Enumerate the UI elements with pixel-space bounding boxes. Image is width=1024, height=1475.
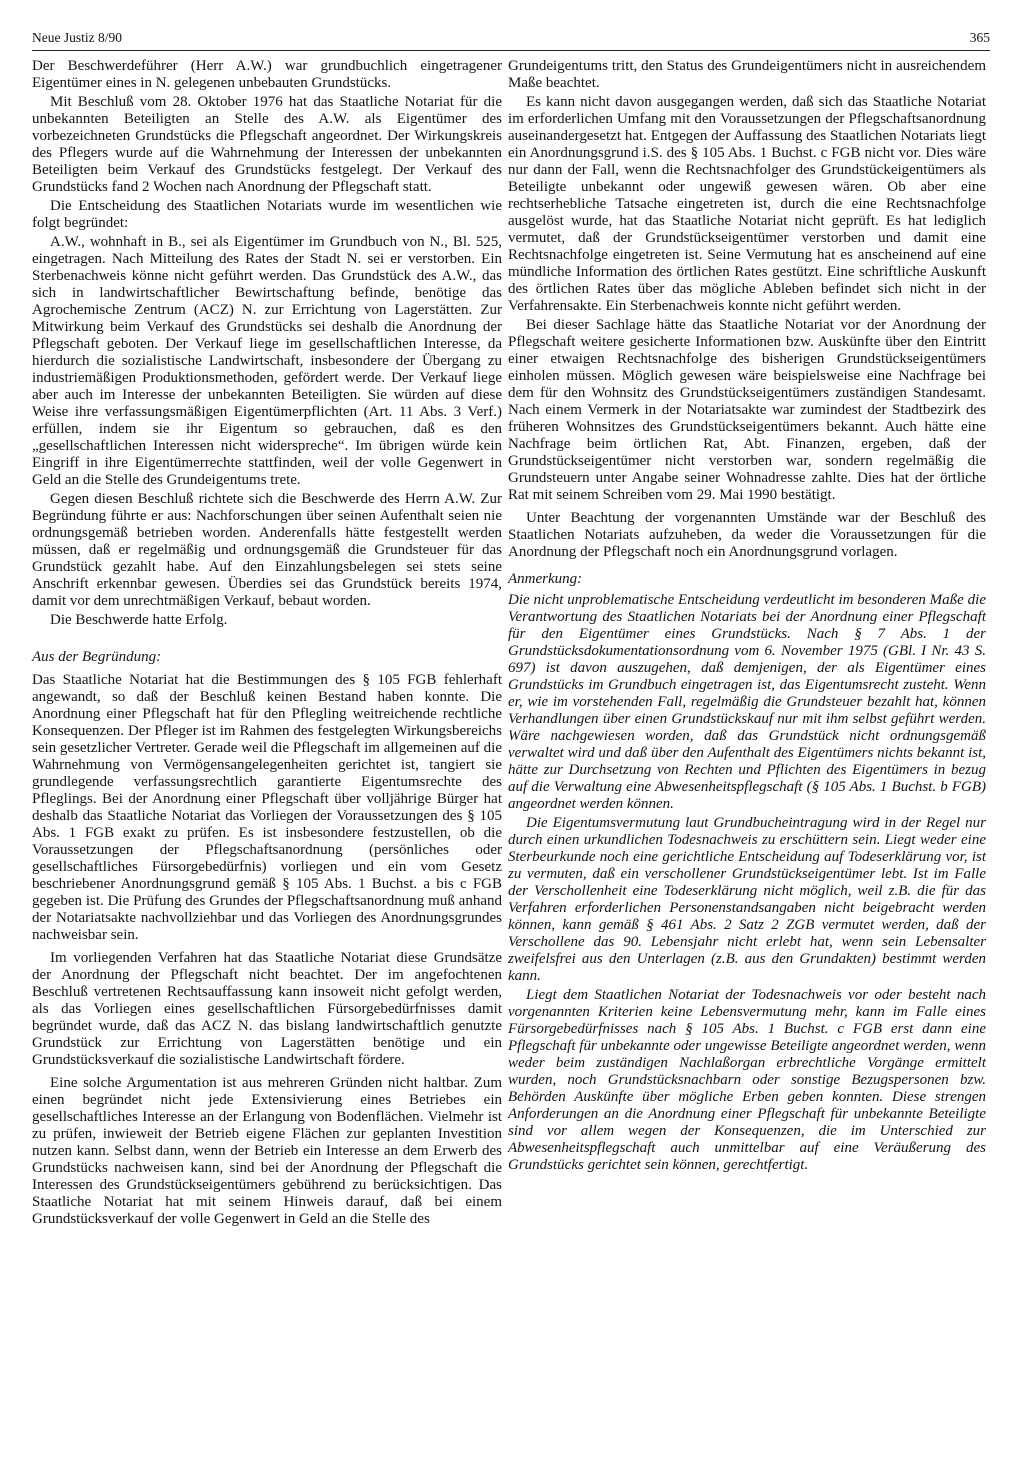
paragraph: Im vorliegenden Verfahren hat das Staatliche Notariat diese Grundsätze der Anordnung der Pflegschaft nicht beachtet. Der im angefochtenen Beschluß vertretenen Rechtsauffassung kann insoweit nicht gefolgt werden, als das Vorliegen eines gesellschaftlichen Fürsorgebedürfnisses damit begründet wurde, daß das ACZ N. das bislang landwirtschaftlich genutzte Grundstück zur Errichtung von Lagerstätten benötige und ein Grundstücksverkauf die sozialistische Landwirtschaft fördere.: [32, 950, 502, 1068]
paragraph: Das Staatliche Notariat hat die Bestimmungen des § 105 FGB fehlerhaft angewandt, so daß der Beschluß keinen Bestand haben konnte. Die Anordnung einer Pflegschaft hat für den Pflegling weitreichende rechtliche Konsequenzen. Der Pfleger ist im Rahmen des festgelegten Wirkungsbereichs sein gesetzlicher Vertreter. Gerade weil die Pflegschaft im allgemeinen auf die Wahrnehmung von Vermögensangelegenheiten gerichtet ist, tangiert sie grundlegende verfassungsrechtlich garantierte Eigentumsrechte des Pfleglings. Bei der Anordnung einer Pflegschaft über volljährige Bürger hat deshalb das Staatliche Notariat das Vorliegen der Voraussetzungen des § 105 Abs. 1 FGB exakt zu prüfen. Es ist insbesondere festzustellen, ob die Voraussetzungen der Pflegschaftsanordnung (persönliches oder gesellschaftliches Fürsorgebedürfnis) vorliegen und ein vom Gesetz beschriebener Anordnungsgrund gemäß § 105 Abs. 1 Buchst. a bis c FGB gegeben ist. Die Prüfung des Grundes der Pflegschaftsanordnung muß anhand der Notariatsakte nachvollziehbar und das Vorliegen des Anordnungsgrundes nachweisbar sein.: [32, 672, 502, 943]
section-heading: Aus der Begründung:: [32, 649, 162, 665]
right-column: [508, 58, 986, 1176]
paragraph: Grundeigentums tritt, den Status des Grundeigentümers nicht in ausreichendem Maße beachtet.: [508, 58, 986, 91]
paragraph: Bei dieser Sachlage hätte das Staatliche Notariat vor der Anordnung der Pflegschaft weitere gesicherte Informationen bzw. Auskünfte über den Eintritt einer etwaigen Rechtsnachfolge des bisherigen Grundstückseigentümers einholen müssen. Möglich gewesen wäre beispielsweise eine Nachfrage bei dem für den Wohnsitz des Grundstückseigentümers zuständigen Standesamt. Nach einem Vermerk in der Notariatsakte war zumindest der Stadtbezirk des früheren Wohnsitzes des Grundstückseigentümers bekannt. Auch hätte eine Nachfrage beim örtlichen Rat, Abt. Finanzen, ergeben, daß der Grundstückseigentümer nicht verstorben war, sondern regelmäßig die Grundsteuern unter Angabe seiner Wohnadresse zahlte. Dies hat der örtliche Rat mit seinem Schreiben vom 29. Mai 1990 bestätigt.: [508, 317, 986, 503]
page-number: 365: [969, 30, 990, 45]
paragraph: Es kann nicht davon ausgegangen werden, daß sich das Staatliche Notariat im erforderlichen Umfang mit den Voraussetzungen der Pflegschaftsanordnung auseinandergesetzt hat. Entgegen der Auffassung des Staatlichen Notariats liegt ein Anordnungsgrund i.S. des § 105 Abs. 1 Buchst. c FGB nicht vor. Dies wäre nur dann der Fall, wenn die Rechtsnachfolger des Grundstückeigentümers als Beteiligte unbekannt oder ungewiß gewesen wären. Ob aber eine rechtserhebliche Tatsache eingetreten ist, durch die eine Rechtsnachfolge ausgelöst wurde, hat das Staatliche Notariat nicht geprüft. Es hat lediglich vermutet, daß der Grundstückseigentümer verstorben und damit eine Rechtsnachfolge eingetreten ist. Seine Vermutung hat es anscheinend auf eine mündliche Information des örtlichen Rates gestützt. Eine schriftliche Auskunft des örtlichen Rates über das mögliche Ableben befindet sich nicht in der Verfahrensakte. Ein Sterbenachweis konnte nicht geführt werden.: [508, 94, 986, 314]
paragraph: Eine solche Argumentation ist aus mehreren Gründen nicht haltbar. Zum einen begründet nicht jede Extensivierung eines Betriebes ein gesellschaftliches Interesse an der Erlangung von Bodenflächen. Vielmehr ist zu prüfen, inwieweit der Betrieb eigene Flächen zur geplanten Investition nutzen kann. Selbst dann, wenn der Betrieb ein Interesse an dem Erwerb des Grundstücks nachweisen kann, sind bei der Anordnung der Pflegschaft die Interessen des Grundstückseigentümers gebührend zu berücksichtigen. Das Staatliche Notariat hat mit seinem Hinweis darauf, daß bei einem Grundstücksverkauf der volle Gegenwert in Geld an die Stelle des: [32, 1075, 502, 1227]
annotation-paragraph: Liegt dem Staatlichen Notariat der Todesnachweis vor oder besteht nach vorgenannten Kriterien keine Lebensvermutung mehr, kann im Falle eines Fürsorgebedürfnisses nach § 105 Abs. 1 Buchst. c FGB erst dann eine Pflegschaft für unbekannte oder ungewisse Beteiligte angeordnet werden, wenn weder beim zuständigen Nachlaßorgan erbrechtliche Vorgänge ermittelt wurden, noch Grundstücksnachbarn oder sonstige Bezugspersonen bzw. Behörden Auskünfte über mögliche Erben geben konnten. Diese strengen Anforderungen an die Anordnung einer Pflegschaft für unbekannte Beteiligte sind vor allem wegen der Konsequenzen, die im Unterschied zur Abwesenheitspflegschaft auch unmittelbar auf eine Veräußerung des Grundstücks gerichtet sein können, gerechtfertigt.: [508, 987, 986, 1173]
paragraph: Die Beschwerde hatte Erfolg.: [50, 612, 228, 628]
paragraph: Der Beschwerdeführer (Herr A.W.) war grundbuchlich eingetragener Eigentümer eines in N. gelegenen unbebauten Grundstücks.: [32, 58, 502, 91]
annotation-paragraph: Die nicht unproblematische Entscheidung verdeutlicht im besonderen Maße die Verantwortung des Staatlichen Notariats bei der Anordnung einer Pflegschaft für den Eigentümer eines Grundstücks. Nach § 7 Abs. 1 der Grundstücksdokumentationsordnung vom 6. November 1975 (GBl. I Nr. 43 S. 697) ist davon auszugehen, daß demjenigen, der als Eigentümer eines Grundstücks im Grundbuch eingetragen ist, das Eigentumsrecht zusteht. Wenn er, wie im vorstehenden Fall, regelmäßig die Grundsteuer bezahlt hat, können Verhandlungen über einen Grundstückskauf nur mit ihm selbst geführt werden. Wäre nachgewiesen worden, daß das Grundstück nicht ordnungsgemäß verwaltet wird und daß über den Aufenthalt des Eigentümers nichts bekannt ist, hätte zur Durchsetzung von Rechten und Pflichten des Eigentümers in bezug auf die Verwaltung eine Abwesenheitspflegschaft (§ 105 Abs. 1 Buchst. b FGB) angeordnet werden können.: [508, 592, 986, 812]
page-header: [32, 30, 990, 51]
left-column: [32, 58, 502, 1230]
annotation-paragraph: Die Eigentumsvermutung laut Grundbucheintragung wird in der Regel nur durch einen urkundlichen Todesnachweis zu erschüttern sein. Liegt weder eine Sterbeurkunde noch eine gerichtliche Entscheidung auf Todeserklärung vor, ist zu vermuten, daß ein verschollener Grundstückseigentümer lebt. Ist im Falle der Verschollenheit eine Todeserklärung nicht möglich, weil z.B. die für das Verfahren erforderlichen Personenstandsangaben nicht beigebracht werden können, kann gemäß § 461 Abs. 2 Satz 2 ZGB vermutet werden, daß der Verschollene das 90. Lebensjahr nicht erlebt hat, wenn sein Lebensalter zweifelsfrei aus den Unterlagen (z.B. aus den Grundakten) bestimmt werden kann.: [508, 815, 986, 984]
section-heading: Anmerkung:: [508, 571, 583, 587]
journal-title: Neue Justiz 8/90: [32, 30, 122, 45]
paragraph: A.W., wohnhaft in B., sei als Eigentümer im Grundbuch von N., Bl. 525, eingetragen. Nach Mitteilung des Rates der Stadt N. sei er verstorben. Ein Sterbenachweis könne nicht geführt werden. Das Grundstück des A.W., das sich in landwirtschaftlicher Bewirtschaftung befinde, benötige das Agrochemische Zentrum (ACZ) N. zur Errichtung von Lagerstätten. Zur Mitwirkung beim Verkauf des Grundstücks sei deshalb die Anordnung der Pflegschaft geboten. Der Verkauf liege im gesellschaftlichen Interesse, da hierdurch die sozialistische Landwirtschaft, insbesondere der Übergang zu industriemäßigen Produktionsmethoden, gefördert werde. Der Verkauf liege aber auch im Interesse der unbekannten Beteiligten. Sie würden auf diese Weise ihre verfassungsmäßigen Eigentümerpflichten (Art. 11 Abs. 3 Verf.) erfüllen, indem sie ihr Eigentum so gebrauchen, daß es den „gesellschaftlichen Interessen nicht widerspreche“. Im übrigen würde kein Eingriff in ihre Eigentümerrechte stattfinden, weil der volle Gegenwert in Geld an die Stelle des Grundeigentums trete.: [32, 234, 502, 488]
paragraph: Unter Beachtung der vorgenannten Umstände war der Beschluß des Staatlichen Notariats aufzuheben, da weder die Voraussetzungen für die Anordnung der Pflegschaft noch ein Anordnungsgrund vorlagen.: [508, 510, 986, 560]
paragraph: Mit Beschluß vom 28. Oktober 1976 hat das Staatliche Notariat für die unbekannten Beteiligten an Stelle des A.W. als Eigentümer des vorbezeichneten Grundstücks die Pflegschaft angeordnet. Der Wirkungskreis des Pflegers wurde auf die Wahrnehmung der Interessen der unbekannten Beteiligten beim Verkauf des Grundstücks festgelegt. Der Verkauf des Grundstücks fand 2 Wochen nach Anordnung der Pflegschaft statt.: [32, 94, 502, 195]
paragraph: Die Entscheidung des Staatlichen Notariats wurde im wesentlichen wie folgt begründet:: [32, 198, 502, 231]
paragraph: Gegen diesen Beschluß richtete sich die Beschwerde des Herrn A.W. Zur Begründung führte er aus: Nachforschungen über seinen Aufenthalt seien nie ordnungsgemäß betrieben worden. Anderenfalls hätte festgestellt werden müssen, daß er regelmäßig und ordnungsgemäß die Grundsteuer für das Grundstück gezahlt habe. Auf den Einzahlungsbelegen sei stets seine Anschrift erkennbar gewesen. Überdies sei das Grundstück bereits 1974, damit vor dem unrechtmäßigen Verkauf, bebaut worden.: [32, 491, 502, 609]
